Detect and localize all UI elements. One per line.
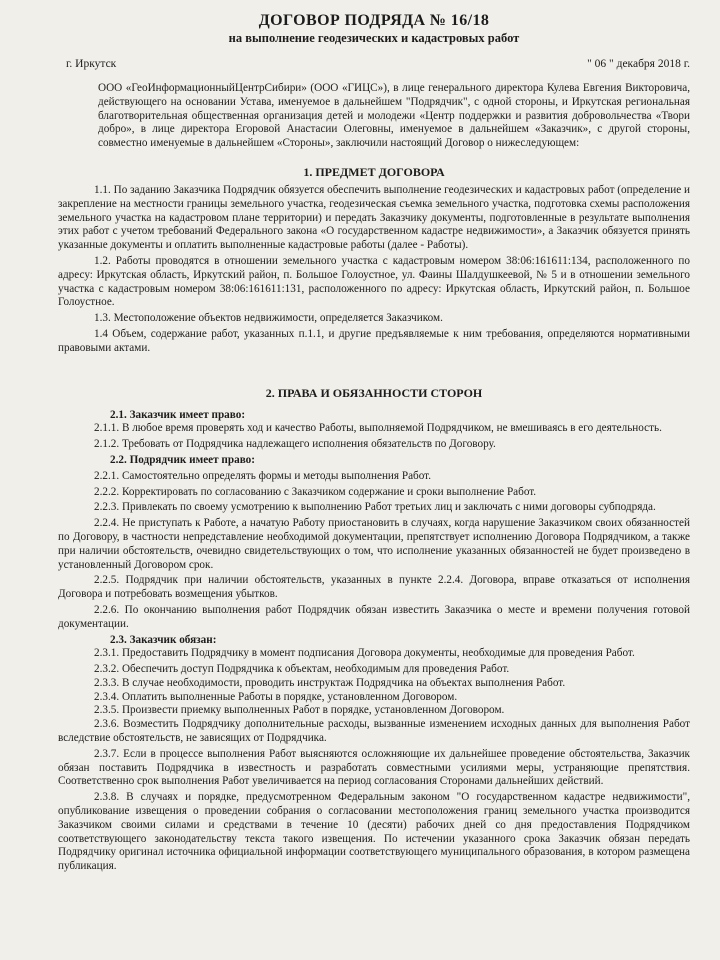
city: г. Иркутск <box>66 58 117 70</box>
clause-2-2-6: 2.2.6. По окончанию выполнения работ Подрядчик обязан известить Заказчика о месте и времени получения готовой документации. <box>58 603 690 630</box>
clause-2-2-1: 2.2.1. Самостоятельно определять формы и методы выполнения Работ. <box>94 469 432 482</box>
clause-1-1: 1.1. По заданию Заказчика Подрядчик обязуется обеспечить выполнение геодезических и кадастровых работ (определение и закрепление на местности границы земельного участка, геодезическая съемка земельного участка, подготовка схемы расположения земельного участка на кадастровом плане территории) и передать Заказчику документы, подготовленные в результате выполнения этих работ с учетом требований Федерального закона «О государственном кадастре недвижимости», а Заказчик обязуется принять указанные документы и оплатить выполненные кадастровые работы (далее - Работы). <box>58 183 690 252</box>
contract-title: ДОГОВОР ПОДРЯДА № 16/18 <box>258 12 490 29</box>
clause-2-3-3: 2.3.3. В случае необходимости, проводить инструктаж Подрядчика на объектах выполнения Работ. <box>94 676 566 689</box>
subsection-2-2: 2.2. Подрядчик имеет право: <box>110 453 255 466</box>
clause-2-2-4: 2.2.4. Не приступать к Работе, а начатую Работу приостановить в случаях, когда нарушение Заказчиком своих обязанностей по Договору, в частности непредставление необходимой документации, препятствует исполнению Договора Подрядчиком, а также при наличии обстоятельств, очевидно свидетельствующих о том, что исполнение указанных обязанностей не будет произведено в установленный Договором срок. <box>58 517 690 571</box>
clause-2-3-6: 2.3.6. Возместить Подрядчику дополнительные расходы, вызванные изменением исходных данных для выполнения Работ вследствие обстоятельств, не зависящих от Подрядчика. <box>58 718 690 745</box>
section-2-heading: 2. ПРАВА И ОБЯЗАННОСТИ СТОРОН <box>265 385 483 400</box>
clause-2-3-5: 2.3.5. Произвести приемку выполненных Работ в порядке, установленном Договором. <box>94 704 505 717</box>
city-date-line <box>66 58 690 70</box>
preamble: ООО «ГеоИнформационныйЦентрСибири» (ООО «ГИЦС»), в лице генерального директора Кулева Евгения Викторовича, действующего на основании Устава, именуемое в дальнейшем "Подрядчик", с одной стороны, и Иркутская региональная благотворительная общественная организация детей и молодежи «Центр поддержки и развития добровольчества «Твори добро», в лице директора Егоровой Анастасии Олеговны, именуемое в дальнейшем «Заказчик», с другой стороны, совместно именуемые в дальнейшем «Стороны», заключили настоящий Договор о нижеследующем: <box>98 82 690 150</box>
contract-date: " 06 " декабря 2018 г. <box>587 58 690 70</box>
clause-2-1-2: 2.1.2. Требовать от Подрядчика надлежащего исполнения обязательств по Договору. <box>94 438 496 451</box>
clause-1-4: 1.4 Объем, содержание работ, указанных п.1.1, и другие предъявляемые к ним требования, определяются нормативными правовыми актами. <box>58 327 690 354</box>
subsection-2-1: 2.1. Заказчик имеет право: <box>110 408 246 421</box>
clause-1-3: 1.3. Местоположение объектов недвижимости, определяется Заказчиком. <box>94 312 443 325</box>
clause-2-3-4: 2.3.4. Оплатить выполненные Работы в порядке, установленном Договором. <box>94 690 458 703</box>
clause-1-2: 1.2. Работы проводятся в отношении земельного участка с кадастровым номером 38:06:161611:134, расположенного по адресу: Иркутская область, Иркутский район, п. Большое Голоустное, ул. Фаины Шалдушкеевой, № 5 и в отношении земельного участка с кадастровым номером 38:06:161611:131, расположенного по адресу: Иркутская область, Иркутский район, п. Большое Голоустное. <box>58 254 690 309</box>
clause-2-3-2: 2.3.2. Обеспечить доступ Подрядчика к объектам, необходимым для проведения Работ. <box>94 663 510 676</box>
clause-2-2-5: 2.2.5. Подрядчик при наличии обстоятельств, указанных в пункте 2.2.4. Договора, вправе отказаться от исполнения Договора и потребовать возмещения убытков. <box>58 574 690 601</box>
subsection-2-3: 2.3. Заказчик обязан: <box>110 633 217 646</box>
section-1-heading: 1. ПРЕДМЕТ ДОГОВОРА <box>303 164 445 179</box>
clause-2-3-8: 2.3.8. В случаях и порядке, предусмотренном Федеральным законом "О государственном кадастре недвижимости", опубликование извещения о проведении собрания о согласовании местоположения границ земельного участка производится Заказчиком своими силами и средствами в течение 10 (десяти) рабочих дней со дня предоставления Подрядчиком соответствующего законодательству текста такого извещения. По истечении указанного срока Заказчик обязан передать Подрядчику оригинал источника официальной информации соответствующего муниципального образования, в котором размещена публикация. <box>58 791 690 873</box>
contract-subtitle: на выполнение геодезических и кадастровых работ <box>228 31 520 45</box>
clause-2-3-1: 2.3.1. Предоставить Подрядчику в момент подписания Договора документы, необходимые для проведения Работ. <box>94 647 635 660</box>
clause-2-2-2: 2.2.2. Корректировать по согласованию с Заказчиком содержание и сроки выполнение Работ. <box>94 485 537 498</box>
clause-2-1-1: 2.1.1. В любое время проверять ход и качество Работы, выполняемой Подрядчиком, не вмешиваясь в его деятельность. <box>94 422 662 435</box>
clause-2-2-3: 2.2.3. Привлекать по своему усмотрению к выполнению Работ третьих лиц и заключать с ними договоры субподряда. <box>94 501 656 514</box>
clause-2-3-7: 2.3.7. Если в процессе выполнения Работ выясняются осложняющие их дальнейшее проведение обстоятельства, Заказчик обязан поставить Подрядчика в известность и разработать совместными усилиями меры, устраняющие препятствия. Соответственно срок выполнения Работ увеличивается на период согласования Сторонами дальнейших действий. <box>58 747 690 788</box>
